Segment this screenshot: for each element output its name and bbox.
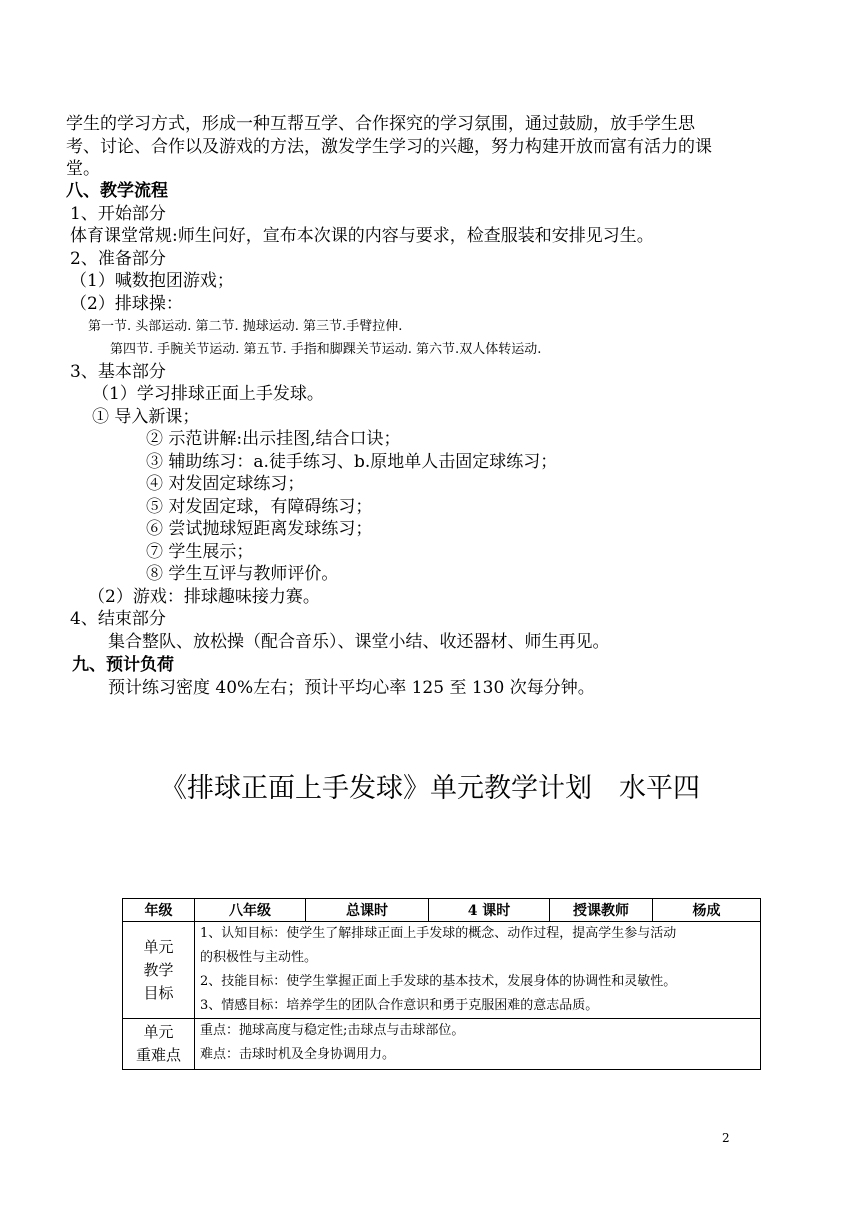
goal-cognitive-line-1: 1、认知目标：使学生了解排球正面上手发球的概念、动作过程，提高学生参与活动 bbox=[200, 926, 677, 941]
grade-value: 八年级 bbox=[195, 899, 306, 922]
goal-skill: 2、技能目标：使学生掌握正面上手发球的基本技术，发展身体的协调性和灵敏性。 bbox=[200, 974, 677, 989]
plan-title: 《排球正面上手发球》单元教学计划 水平四 bbox=[160, 773, 700, 804]
start-part-text: 体育课堂常规:师生问好，宣布本次课的内容与要求，检查服装和安排见习生。 bbox=[70, 226, 654, 246]
goals-label-line-2: 教学 bbox=[143, 960, 174, 979]
end-part-heading: 4、结束部分 bbox=[70, 609, 166, 629]
grade-label: 年级 bbox=[123, 899, 195, 922]
goals-label-line-3: 目标 bbox=[143, 983, 174, 1002]
exercise-line-1: 第一节. 头部运动. 第二节. 抛球运动. 第三节.手臂拉伸. bbox=[88, 319, 403, 334]
intro-line-1: 学生的学习方式，形成一种互帮互学、合作探究的学习氛围，通过鼓励，放手学生思 bbox=[66, 114, 695, 134]
basic-step-2: ② 示范讲解:出示挂图,结合口诀； bbox=[146, 429, 401, 449]
basic-part-heading: 3、基本部分 bbox=[70, 362, 166, 382]
load-text: 预计练习密度 40%左右；预计平均心率 125 至 130 次每分钟。 bbox=[108, 678, 595, 698]
basic-step-4: ④ 对发固定球练习； bbox=[146, 474, 305, 494]
difficult-point: 难点：击球时机及全身协调用力。 bbox=[200, 1047, 396, 1062]
goals-label-line-1: 单元 bbox=[143, 937, 174, 956]
unit-plan-table bbox=[122, 898, 761, 1070]
teacher-value: 杨成 bbox=[653, 899, 761, 922]
prep-item-2: （2）排球操： bbox=[70, 294, 183, 314]
page-number: 2 bbox=[722, 1131, 730, 1145]
intro-line-3: 堂。 bbox=[66, 159, 100, 179]
basic-step-7: ⑦ 学生展示； bbox=[146, 542, 254, 562]
teacher-label: 授课教师 bbox=[550, 899, 653, 922]
key-points-content bbox=[195, 1019, 761, 1070]
goal-emotion: 3、情感目标：培养学生的团队合作意识和勇于克服困难的意志品质。 bbox=[200, 998, 599, 1013]
key-label-line-2: 重难点 bbox=[135, 1046, 181, 1064]
goal-cognitive-line-2: 的积极性与主动性。 bbox=[200, 950, 318, 965]
start-part-heading: 1、开始部分 bbox=[70, 204, 166, 224]
basic-step-5: ⑤ 对发固定球，有障碍练习； bbox=[146, 497, 373, 517]
section-8-heading: 八、教学流程 bbox=[66, 181, 168, 201]
basic-item-1: （1）学习排球正面上手发球。 bbox=[92, 384, 324, 404]
key-points-label bbox=[123, 1019, 195, 1070]
hours-label: 总课时 bbox=[306, 899, 429, 922]
table-row bbox=[123, 899, 761, 922]
key-point: 重点：抛球高度与稳定性;击球点与击球部位。 bbox=[200, 1023, 465, 1038]
basic-step-1: ① 导入新课； bbox=[92, 407, 200, 427]
basic-step-8: ⑧ 学生互评与教师评价。 bbox=[146, 564, 339, 584]
hours-value: 4 课时 bbox=[429, 899, 550, 922]
intro-line-2: 考、讨论、合作以及游戏的方法，激发学生学习的兴趣，努力构建开放而富有活力的课 bbox=[66, 137, 712, 157]
prep-item-1: （1）喊数抱团游戏； bbox=[70, 271, 234, 291]
table-row bbox=[123, 1019, 761, 1070]
exercise-line-2: 第四节. 手腕关节运动. 第五节. 手指和脚踝关节运动. 第六节.双人体转运动. bbox=[110, 342, 542, 357]
goals-content bbox=[195, 922, 761, 1019]
basic-item-2: （2）游戏：排球趣味接力赛。 bbox=[88, 587, 320, 607]
basic-step-3: ③ 辅助练习：a.徒手练习、b.原地单人击固定球练习； bbox=[146, 452, 558, 472]
key-label-line-1: 单元 bbox=[143, 1023, 174, 1041]
end-part-text: 集合整队、放松操（配合音乐）、课堂小结、收还器材、师生再见。 bbox=[108, 632, 610, 652]
section-9-heading: 九、预计负荷 bbox=[72, 655, 174, 675]
basic-step-6: ⑥ 尝试抛球短距离发球练习； bbox=[146, 519, 373, 539]
goals-label bbox=[123, 922, 195, 1019]
table-row bbox=[123, 922, 761, 1019]
prep-part-heading: 2、准备部分 bbox=[70, 249, 166, 269]
